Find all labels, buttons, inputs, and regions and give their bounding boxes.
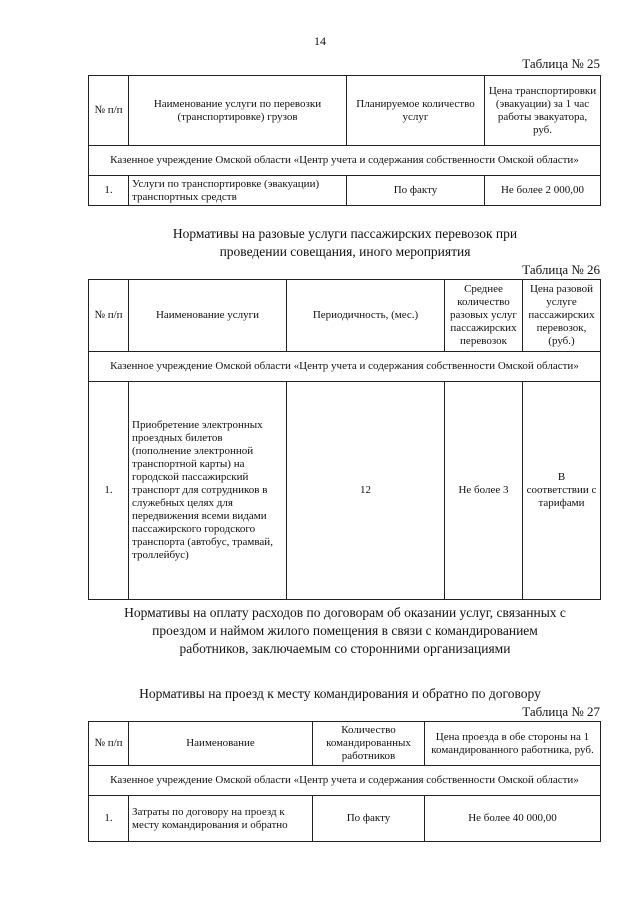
table27	[88, 721, 601, 842]
row-price: Не более 2 000,00	[485, 176, 601, 206]
heading-table26: Нормативы на разовые услуги пассажирских перевозок при проведении совещания, иного мероприятия	[172, 226, 518, 259]
org-name: Казенное учреждение Омской области «Центр учета и содержания собственности Омской области»	[89, 352, 601, 382]
header-price: Цена транспортировки (эвакуации) за 1 час работы эвакуатора, руб.	[485, 76, 601, 146]
table-row	[89, 796, 601, 842]
row-qty: По факту	[347, 176, 485, 206]
heading-table27: Нормативы на проезд к месту командирования и обратно по договору	[139, 686, 541, 701]
table26-header-row	[89, 280, 601, 352]
row-num: 1.	[89, 382, 129, 600]
row-price: В соответствии с тарифами	[523, 382, 601, 600]
table25	[88, 75, 601, 206]
header-name: Наименование услуги по перевозки (транспортировке) грузов	[129, 76, 347, 146]
table26-org-row	[89, 352, 601, 382]
header-name: Наименование	[129, 722, 313, 766]
table27-org-row	[89, 766, 601, 796]
row-name: Услуги по транспортировке (эвакуации) транспортных средств	[129, 176, 347, 206]
row-price: Не более 40 000,00	[425, 796, 601, 842]
table-row	[89, 176, 601, 206]
header-num: № п/п	[89, 722, 129, 766]
table26-label: Таблица № 26	[522, 262, 600, 277]
row-avg: Не более 3	[445, 382, 523, 600]
row-count: По факту	[313, 796, 425, 842]
heading-trip-expenses: Нормативы на оплату расходов по договорам об оказании услуг, связанных с проездом и наймом жилого помещения в связи с командированием работников, заключаемым со сторонними организациями	[124, 605, 566, 656]
header-count: Количество командированных работников	[313, 722, 425, 766]
header-qty: Планируемое количество услуг	[347, 76, 485, 146]
header-name: Наименование услуги	[129, 280, 287, 352]
org-name: Казенное учреждение Омской области «Центр учета и содержания собственности Омской области»	[89, 146, 601, 176]
table26	[88, 279, 601, 600]
header-period: Периодичность, (мес.)	[287, 280, 445, 352]
header-num: № п/п	[89, 76, 129, 146]
row-name: Приобретение электронных проездных билетов (пополнение электронной транспортной карты) на городской пассажирский транспорт для сотрудников в служебных целях для передвижения всеми видами пассажирского городского транспорта (автобус, трамвай, троллейбус)	[129, 382, 287, 600]
row-num: 1.	[89, 796, 129, 842]
table27-label: Таблица № 27	[522, 704, 600, 719]
header-price: Цена проезда в обе стороны на 1 командированного работника, руб.	[425, 722, 601, 766]
row-period: 12	[287, 382, 445, 600]
table25-label: Таблица № 25	[522, 56, 600, 71]
header-num: № п/п	[89, 280, 129, 352]
table27-header-row	[89, 722, 601, 766]
row-num: 1.	[89, 176, 129, 206]
table-row	[89, 382, 601, 600]
org-name: Казенное учреждение Омской области «Центр учета и содержания собственности Омской области»	[89, 766, 601, 796]
header-price: Цена разовой услуге пассажирских перевозок, (руб.)	[523, 280, 601, 352]
row-name: Затраты по договору на проезд к месту командирования и обратно	[129, 796, 313, 842]
header-avg: Среднее количество разовых услуг пассажирских перевозок	[445, 280, 523, 352]
page-number: 14	[314, 34, 326, 48]
table25-header-row	[89, 76, 601, 146]
table25-org-row	[89, 146, 601, 176]
